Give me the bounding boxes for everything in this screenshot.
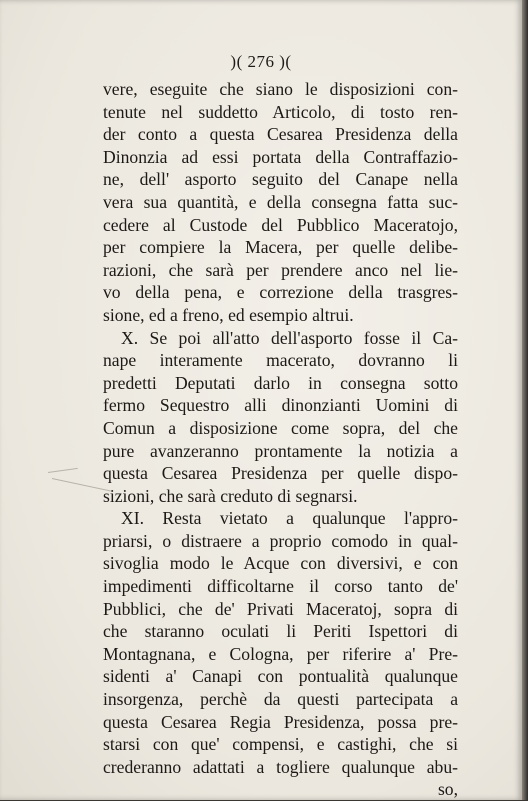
text-line: per compiere la Macera, per quelle delibe- (103, 237, 458, 258)
text-line: razioni, che sarà per prendere anco nel lie- (103, 259, 458, 280)
page-number: )( 276 )( (230, 52, 292, 71)
text-line: starsi con que' compensi, e castighi, che si (103, 734, 458, 755)
text-line: insorgenza, perchè da questi partecipata a (103, 689, 458, 710)
text-line: predetti Deputati darlo in consegna sotto (103, 372, 458, 393)
text-line: questa Cesarea Regia Presidenza, possa pre- (103, 711, 458, 732)
text-line: nape interamente macerato, dovranno li (103, 350, 458, 371)
text-line: vere, eseguite che siano le disposizioni con- (103, 79, 458, 99)
text-line: cedere al Custode del Pubblico Maceratojo, (103, 214, 458, 235)
text-line: vera sua quantità, e della consegna fatta suc- (103, 191, 458, 212)
text-line: pure avanzeranno prontamente la notizia a (103, 440, 458, 461)
text-line: priarsi, o distraere a proprio comodo in qual- (103, 530, 458, 551)
page-edge-shadow (522, 0, 528, 800)
text-line: Dinonzia ad essi portata della Contraffazio- (103, 146, 458, 167)
text-line: sivoglia modo le Acque con diversivi, e con (103, 553, 458, 574)
text-line: Montagnana, e Cologna, per riferire a' Pre- (103, 643, 458, 664)
paragraph-xi-start: XI. Resta vietato a qualunque l'appro- (121, 508, 458, 529)
text-line: Comun a disposizione come sopra, del che (103, 417, 458, 438)
text-line: ne, dell' asporto seguito del Canape nella (103, 169, 458, 190)
text-line: crederanno adattati a togliere qualunque abu- (103, 756, 458, 777)
text-line: fermo Sequestro alli dinonzianti Uomini di (103, 395, 458, 416)
text-line: impedimenti difficoltarne il corso tanto de' (103, 576, 458, 597)
text-line: der conto a questa Cesarea Presidenza della (103, 124, 458, 145)
paper-fiber-mark (52, 478, 111, 491)
text-line: sione, ed a freno, ed esempio altrui. (103, 304, 354, 325)
paper-fiber-mark (48, 468, 78, 473)
text-line: sidenti a' Canapi con pontualità qualunque (103, 666, 458, 687)
paragraph-x-start: X. Se poi all'atto dell'asporto fosse il Ca- (121, 327, 458, 348)
text-line: questa Cesarea Presidenza per quelle dispo- (103, 463, 458, 484)
page-text (103, 78, 458, 801)
text-line: che staranno oculati li Periti Ispettori di (103, 621, 458, 642)
text-line: Pubblici, che de' Privati Maceratoj, sopra di (103, 598, 458, 619)
catchword: so, (437, 779, 458, 800)
text-line: tenute nel suddetto Articolo, di tosto ren- (103, 101, 458, 122)
text-line: vo della pena, e correzione della trasgres- (103, 282, 458, 303)
text-line: sizioni, che sarà creduto di segnarsi. (103, 485, 358, 506)
